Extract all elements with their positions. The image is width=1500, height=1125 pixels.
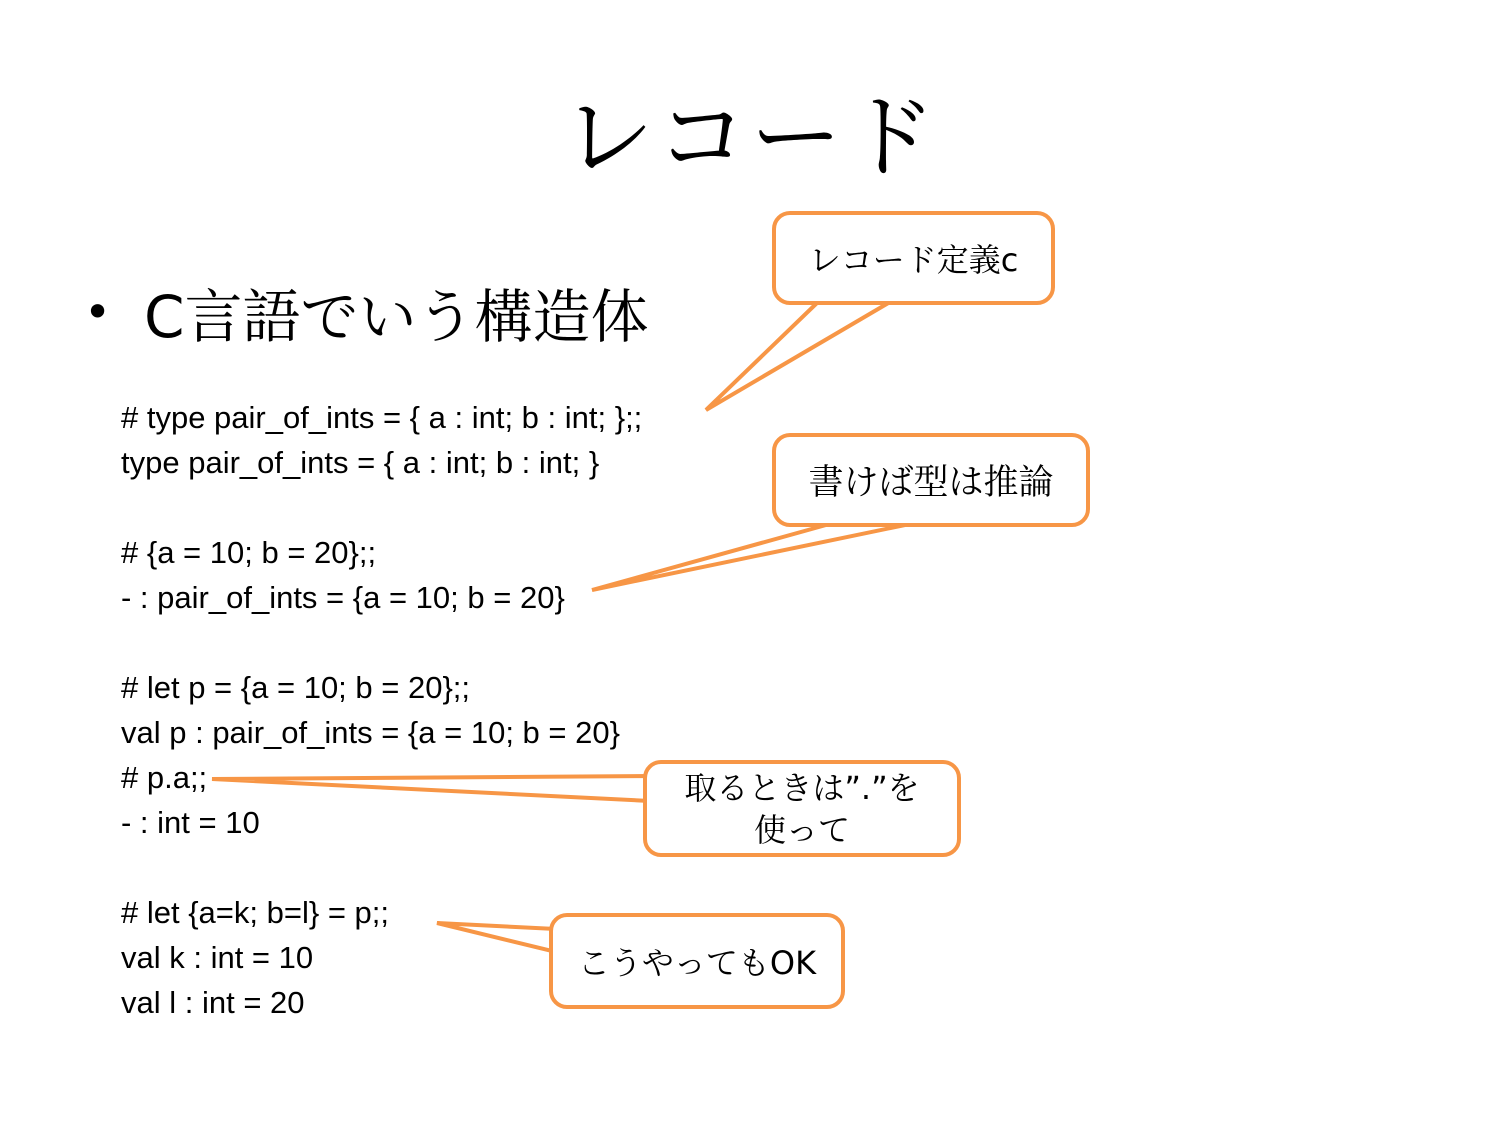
callout-record-definition — [772, 211, 1055, 305]
callout-pattern-ok — [549, 913, 845, 1009]
code-line: - : pair_of_ints = {a = 10; b = 20} — [121, 580, 565, 615]
bullet-marker: • — [84, 285, 112, 339]
code-line: - : int = 10 — [121, 805, 260, 840]
callout-pointer-2 — [592, 525, 905, 590]
callout-field-access — [643, 760, 961, 857]
code-line: val k : int = 10 — [121, 940, 314, 975]
callout-text: こうやってもOK — [577, 944, 817, 982]
code-line: val p : pair_of_ints = {a = 10; b = 20} — [121, 715, 620, 750]
callout-type-inference — [772, 433, 1090, 527]
slide-title: レコード — [561, 84, 938, 191]
callout-text: 書けば型は推論 — [808, 463, 1054, 503]
code-line: val l : int = 20 — [121, 985, 305, 1020]
code-line: # {a = 10; b = 20};; — [121, 535, 377, 570]
code-line: type pair_of_ints = { a : int; b : int; } — [121, 445, 600, 480]
bullet-text: C言語でいう構造体 — [144, 283, 649, 351]
callout-text: 取るときは”.”を — [684, 768, 920, 807]
callout-text: レコード定義c — [808, 241, 1019, 279]
callout-pointer-4 — [437, 923, 556, 952]
code-line: # let p = {a = 10; b = 20};; — [121, 670, 471, 705]
callout-text: 使って — [753, 810, 850, 849]
code-line: # type pair_of_ints = { a : int; b : int; };; — [121, 400, 643, 435]
code-line: # let {a=k; b=l} = p;; — [121, 895, 390, 930]
callout-pointer-3 — [212, 776, 650, 801]
code-line: # p.a;; — [121, 760, 208, 795]
callout-pointer-1 — [706, 302, 890, 410]
